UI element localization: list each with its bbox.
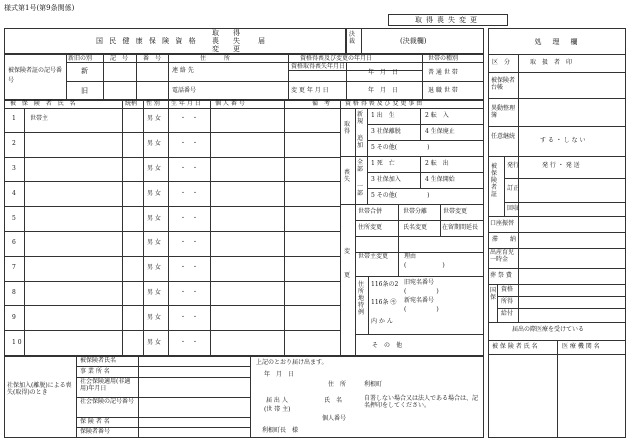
jiyu-h8a: 116条の2 bbox=[371, 281, 399, 288]
table-row[interactable] bbox=[4, 108, 340, 133]
iryo-title: 届出の際医療を受けている bbox=[512, 326, 585, 333]
row-birth[interactable]: ・ ・ bbox=[180, 338, 199, 346]
jiyu-henko: 変 更 bbox=[344, 248, 357, 279]
row-birth[interactable]: ・ ・ bbox=[180, 214, 199, 222]
row-old: 旧 bbox=[81, 87, 88, 95]
row-number: 1 bbox=[12, 115, 16, 123]
futsu-setai: 普 通 世 帯 bbox=[428, 69, 458, 76]
shori-daicho: 被保険者台帳 bbox=[491, 77, 516, 91]
shutoku-date-label: 資格取得喪失年月日 bbox=[291, 63, 346, 70]
henko-date-label: 変 更 年 月 日 bbox=[291, 87, 329, 94]
shori-nonyu: 滞 納 bbox=[492, 236, 517, 243]
ymd-1: 年 月 日 bbox=[368, 69, 399, 76]
jiyu-h7-paren: ( ) bbox=[404, 262, 445, 269]
shori-kyu2: 所得 bbox=[501, 298, 514, 305]
hdr-bango: 番 号 bbox=[143, 55, 162, 62]
title-end: 届 bbox=[258, 37, 265, 45]
row-number: 5 bbox=[12, 214, 16, 222]
shori-sosai: 葬 祭 費 bbox=[490, 272, 512, 279]
row-number: 3 bbox=[12, 165, 16, 172]
row-sex[interactable]: 男 女 bbox=[147, 313, 161, 321]
decl-todoke: 届 出 人 bbox=[266, 397, 288, 404]
jiyu-h3[interactable]: 世帯変更 bbox=[443, 208, 468, 215]
row-birth[interactable]: ・ ・ bbox=[180, 189, 199, 197]
th-sex: 性 別 bbox=[146, 100, 160, 107]
table-row[interactable] bbox=[4, 158, 340, 183]
decl-note: 自署しない場合又は法人である場合は、記名押印をしてください。 bbox=[364, 395, 479, 409]
jiyu-soshitsu: 喪 失 bbox=[344, 169, 357, 183]
row-sex[interactable]: 男 女 bbox=[147, 115, 161, 123]
hdr-jusho: 住 所 bbox=[200, 55, 231, 62]
decl-town: 利根町 bbox=[364, 381, 383, 388]
shori-shoko: 被保険者証 bbox=[491, 163, 498, 198]
jiyu-h6[interactable]: 在留期間延長 bbox=[442, 224, 479, 231]
jiyu-h7-reason: 理由 bbox=[404, 253, 417, 260]
row-sex[interactable]: 男 女 bbox=[147, 338, 161, 346]
th-birth: 生 年 月 日 bbox=[171, 100, 201, 107]
jiyu-tsuika: 追加 bbox=[357, 135, 364, 149]
decl-mayor: 利根町長 様 bbox=[262, 427, 299, 434]
f-tekiyo: 社会保険適用(非適用)年月日 bbox=[80, 378, 131, 392]
jiyu-l2[interactable]: 2 転 出 bbox=[425, 160, 449, 167]
f-kigo: 社会保険の記号番号 bbox=[80, 398, 135, 405]
shori-kyu1: 資格 bbox=[501, 286, 514, 293]
form-number: 様式第1号(第9条関係) bbox=[4, 4, 75, 12]
jiyu-l1[interactable]: 1 死 亡 bbox=[371, 160, 395, 167]
renraku-label: 連 絡 先 bbox=[172, 67, 194, 74]
table-row[interactable] bbox=[4, 331, 340, 356]
jiyu-s3[interactable]: 3 社保離脱 bbox=[371, 128, 401, 135]
jiyu-h9[interactable]: そ の 他 bbox=[372, 342, 403, 349]
row-sex[interactable]: 男 女 bbox=[147, 264, 161, 272]
kessai-value: (決裁欄) bbox=[400, 37, 427, 45]
table-row[interactable] bbox=[4, 232, 340, 257]
shokyu-label: 被保険者証の記号番号 bbox=[8, 67, 63, 84]
shori-kaishu: 回収 bbox=[507, 205, 520, 212]
declaration: 上記のとおり届け出ます。 bbox=[256, 359, 328, 366]
shori-teisei: 訂正 bbox=[507, 185, 520, 192]
jiyu-h8e: 新宛名番号 bbox=[404, 297, 435, 304]
shori-shussan: 出産育児一時金 bbox=[490, 249, 515, 263]
jiyu-ichibu: 一部 bbox=[357, 183, 364, 197]
f-hokensha: 保 険 者 名 bbox=[80, 418, 110, 425]
jiyu-s1[interactable]: 1 出 生 bbox=[371, 112, 395, 119]
row-name[interactable]: 世帯主 bbox=[30, 115, 49, 123]
hdr-kigo: 記 号 bbox=[110, 55, 129, 62]
title-main: 国 民 健 康 保 険 資 格 bbox=[96, 37, 198, 45]
table-row[interactable] bbox=[4, 133, 340, 158]
jiyu-h8g: 内 か ん bbox=[371, 318, 393, 325]
hdr-shinkyu: 新旧の別 bbox=[68, 55, 93, 62]
decl-addr-label: 住 所 bbox=[328, 381, 347, 388]
row-birth[interactable]: ・ ・ bbox=[180, 313, 199, 321]
taishoku-setai: 退 職 世 帯 bbox=[428, 87, 458, 94]
th-name: 被 保 険 者 氏 名 bbox=[10, 100, 78, 107]
row-number: 4 bbox=[12, 189, 16, 197]
hdr-date: 資格得喪及び変更の年月日 bbox=[300, 55, 373, 62]
iryo-kikan: 医 療 機 関 名 bbox=[562, 343, 600, 350]
th-jiyu: 資 格 得 喪 及 び 変 更 事 由 bbox=[345, 100, 423, 107]
ymd-2: 年 月 日 bbox=[368, 87, 399, 94]
jiyu-s5[interactable]: 5 その他( ) bbox=[371, 144, 430, 151]
jiyu-l3[interactable]: 3 社保加入 bbox=[371, 176, 401, 183]
shori-title: 処 理 欄 bbox=[534, 38, 580, 46]
table-row[interactable] bbox=[4, 257, 340, 282]
shori-nini-val[interactable]: す る ・ し な い bbox=[540, 137, 586, 144]
decl-setai: (世 帯 主) bbox=[264, 406, 291, 413]
row-birth[interactable]: ・ ・ bbox=[180, 239, 199, 247]
denwa-label: 電話番号 bbox=[172, 87, 197, 94]
shori-toriatsukai: 取 扱 者 印 bbox=[530, 59, 573, 66]
shori-kyu3: 給付 bbox=[501, 310, 514, 317]
row-number: 1 0 bbox=[12, 338, 22, 346]
jiyu-l4[interactable]: 4 生保開始 bbox=[425, 176, 455, 183]
shori-hakko: 発行 bbox=[507, 162, 520, 169]
row-sex[interactable]: 男 女 bbox=[147, 189, 161, 197]
jiyu-s2[interactable]: 2 転 入 bbox=[425, 112, 449, 119]
title-shutoku: 取 得 bbox=[212, 29, 240, 37]
jiyu-h4[interactable]: 住所変更 bbox=[358, 224, 383, 231]
table-row[interactable] bbox=[4, 282, 340, 307]
shori-kubun: 区 分 bbox=[492, 59, 511, 66]
th-zokugara: 続柄 bbox=[125, 100, 138, 107]
row-birth[interactable]: ・ ・ bbox=[180, 140, 199, 148]
row-sex[interactable]: 男 女 bbox=[147, 165, 161, 172]
jiyu-zenbu: 全部 bbox=[357, 159, 364, 173]
jiyu-shinki: 新規 bbox=[357, 111, 364, 125]
shori-nini: 任意継続 bbox=[491, 133, 516, 140]
row-sex[interactable]: 男 女 bbox=[147, 140, 161, 148]
jiyu-h1[interactable]: 世帯合併 bbox=[358, 208, 383, 215]
f-jigyosho: 事 業 所 名 bbox=[80, 368, 110, 375]
f-hokensha-no: 保険者番号 bbox=[80, 428, 111, 435]
decl-shimei: 氏 名 bbox=[324, 397, 343, 404]
table-row[interactable] bbox=[4, 182, 340, 207]
title-henko: 変 更 bbox=[212, 45, 240, 53]
row-birth[interactable]: ・ ・ bbox=[180, 289, 199, 296]
jiyu-h8c: ( ) bbox=[404, 288, 439, 295]
decl-date: 年 月 日 bbox=[264, 371, 295, 378]
row-new: 新 bbox=[81, 67, 88, 75]
shaho-side: 社保加入(離脱)による喪失(取得)のとき bbox=[7, 382, 72, 396]
iryo-name: 被 保 険 者 氏 名 bbox=[492, 343, 538, 350]
th-kojin: 個 人 番 号 bbox=[215, 100, 245, 107]
row-number: 8 bbox=[12, 289, 16, 296]
jiyu-h2[interactable]: 世帯分離 bbox=[403, 208, 428, 215]
row-number: 7 bbox=[12, 264, 16, 272]
jiyu-h8b: 旧宛名番号 bbox=[404, 279, 435, 286]
row-birth[interactable]: ・ ・ bbox=[180, 165, 199, 172]
shori-ido: 異動整理簿 bbox=[491, 105, 516, 119]
jiyu-h7[interactable]: 世帯主変更 bbox=[358, 253, 389, 260]
row-number: 2 bbox=[12, 140, 16, 148]
kessai-label: 決裁 bbox=[349, 31, 356, 45]
row-number: 6 bbox=[12, 239, 16, 247]
th-biko: 備 考 bbox=[312, 100, 331, 107]
shori-koza: 口座振替 bbox=[490, 220, 515, 227]
decl-kojin: 個人番号 bbox=[322, 415, 347, 422]
row-birth[interactable]: ・ ・ bbox=[180, 115, 199, 123]
jiyu-h8[interactable]: 住所地特例 bbox=[358, 281, 365, 316]
jiyu-h8f: ( ) bbox=[404, 306, 439, 313]
jiyu-l5[interactable]: 5 その他( ) bbox=[371, 192, 430, 199]
jiyu-h5[interactable]: 氏名変更 bbox=[403, 224, 428, 231]
shori-hakko-val[interactable]: 発 行 ・ 発 送 bbox=[542, 162, 580, 169]
hdr-type: 世帯の種別 bbox=[428, 55, 459, 62]
jiyu-h8d: 116条 ㋲ bbox=[371, 299, 397, 306]
f-hihoken: 被保険者氏名 bbox=[80, 357, 117, 364]
row-birth[interactable]: ・ ・ bbox=[180, 264, 199, 272]
row-sex[interactable]: 男 女 bbox=[147, 239, 161, 247]
table-row[interactable] bbox=[4, 207, 340, 232]
jiyu-shutoku: 取 得 bbox=[344, 121, 357, 135]
row-number: 9 bbox=[12, 313, 16, 321]
shori-kyu-side: 国保 bbox=[490, 287, 497, 301]
table-row[interactable] bbox=[4, 306, 340, 331]
jiyu-s4[interactable]: 4 生保廃止 bbox=[425, 128, 455, 135]
row-sex[interactable]: 男 女 bbox=[147, 214, 161, 222]
row-sex[interactable]: 男 女 bbox=[147, 289, 161, 296]
title-soshitsu: 喪 失 bbox=[212, 37, 240, 45]
form-kind-label: 取得喪失変更 bbox=[415, 16, 481, 24]
